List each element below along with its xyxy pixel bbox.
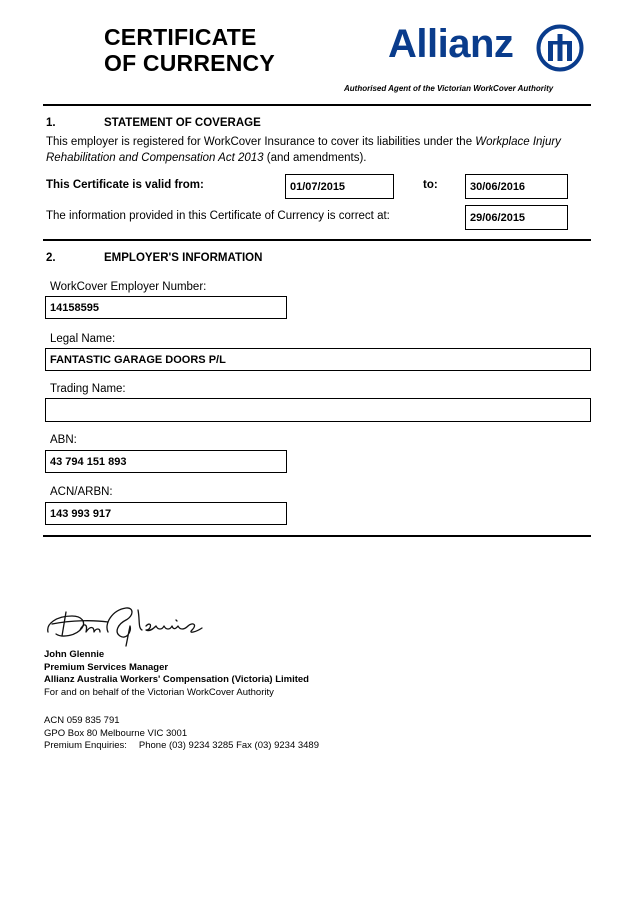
certificate-title <box>104 24 275 76</box>
act-name: Workplace Injury Rehabilitation and Compensation Act 2013 <box>46 136 561 164</box>
title-line-1: CERTIFICATE <box>104 24 257 50</box>
abn-label: ABN: <box>50 434 77 446</box>
signatory-position: Premium Services Manager <box>44 661 169 673</box>
trading-name-label: Trading Name: <box>50 383 126 395</box>
allianz-logo <box>388 22 588 78</box>
divider <box>43 104 591 106</box>
section-1-title: STATEMENT OF COVERAGE <box>104 117 261 129</box>
correct-at-field: 29/06/2015 <box>465 205 568 230</box>
postal-address: GPO Box 80 Melbourne VIC 3001 <box>44 727 188 739</box>
legal-name-field: FANTASTIC GARAGE DOORS P/L <box>45 348 591 371</box>
divider <box>43 239 591 241</box>
enquiries-contact: Phone (03) 9234 3285 Fax (03) 9234 3489 <box>138 740 319 751</box>
divider <box>43 535 591 537</box>
company-acn: ACN 059 835 791 <box>44 715 120 726</box>
signatory-name: John Glennie <box>44 649 105 660</box>
acn-field: 143 993 917 <box>45 502 287 525</box>
employer-number-label: WorkCover Employer Number: <box>50 281 207 293</box>
statement-end: (and amendments). <box>263 152 367 164</box>
coverage-statement <box>46 134 591 166</box>
correct-at-label: The information provided in this Certificate of Currency is correct at: <box>46 210 390 222</box>
section-2-title: EMPLOYER'S INFORMATION <box>104 252 263 264</box>
signatory-company: Allianz Australia Workers' Compensation (Victoria) Limited <box>44 674 309 685</box>
valid-from-label: This Certificate is valid from: <box>46 179 204 191</box>
enquiries-line <box>44 740 319 753</box>
title-line-2: OF CURRENCY <box>104 50 275 76</box>
valid-from-field: 01/07/2015 <box>285 174 394 199</box>
on-behalf-text: For and on behalf of the Victorian WorkCover Authority <box>44 686 274 698</box>
section-2-number: 2. <box>46 252 56 264</box>
legal-name-label: Legal Name: <box>50 333 116 345</box>
valid-to-field: 30/06/2016 <box>465 174 568 199</box>
signature-image <box>42 602 212 648</box>
abn-field: 43 794 151 893 <box>45 450 287 473</box>
authorised-agent-text: Authorised Agent of the Victorian WorkCover Authority <box>344 84 554 93</box>
signatory-block <box>44 649 309 699</box>
contact-block <box>44 715 319 753</box>
to-label: to: <box>423 179 438 191</box>
employer-number-field: 14158595 <box>45 296 287 319</box>
allianz-eagle-icon <box>536 24 584 72</box>
acn-label: ACN/ARBN: <box>50 486 113 498</box>
statement-text: This employer is registered for WorkCover Insurance to cover its liabilities under the <box>46 136 476 148</box>
section-1-number: 1. <box>46 117 56 129</box>
trading-name-field <box>45 398 591 422</box>
logo-wordmark: Allianz <box>388 22 514 66</box>
enquiries-label: Premium Enquiries: <box>44 740 127 751</box>
